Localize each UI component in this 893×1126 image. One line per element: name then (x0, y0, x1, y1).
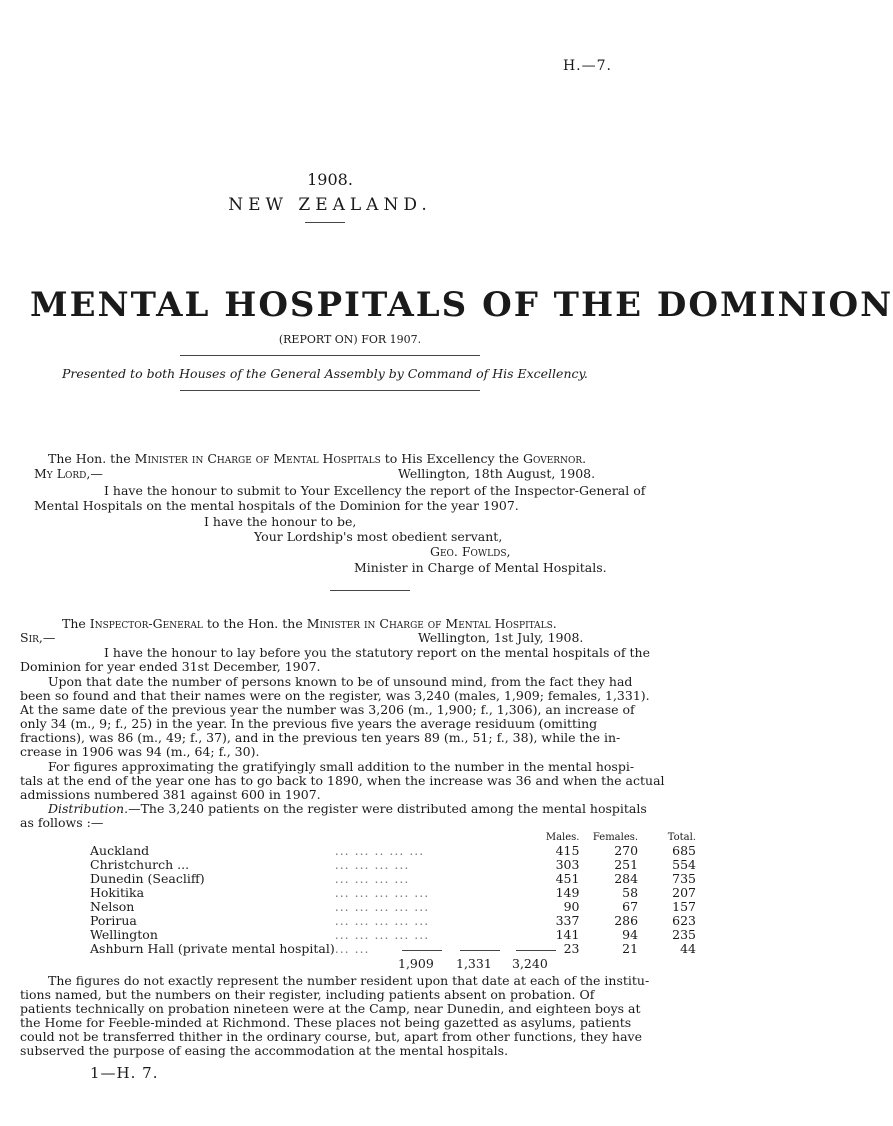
table-row: Wellington ... ... ... ... ... 141 94 235 (90, 927, 696, 942)
total-females: 1,331 (456, 956, 492, 971)
paragraph-line: been so found and that their names were on the register, was 3,240 (males, 1,909; females, 1,331). (20, 688, 650, 703)
total-rule (516, 950, 556, 951)
letter1-heading: The Hon. the Minister in Charge of Mental Hospitals to His Excellency the Governor. (48, 451, 587, 466)
letter1-signer-title: Minister in Charge of Mental Hospitals. (354, 560, 607, 575)
document-year: 1908. (307, 170, 353, 189)
table-row: Nelson ... ... ... ... ... 90 67 157 (90, 899, 696, 914)
page-reference: H.—7. (562, 58, 612, 74)
page-title: MENTAL HOSPITALS OF THE DOMINION (30, 285, 893, 325)
paragraph-line: For figures approximating the gratifyingly small addition to the number in the mental hospi- (48, 759, 635, 774)
paragraph-line: tals at the end of the year one has to go back to 1890, when the increase was 36 and when the actual (20, 773, 665, 788)
paragraph-line: patients technically on probation nineteen were at the Camp, near Dunedin, and eighteen boys at (20, 1001, 641, 1016)
paragraph-line: The figures do not exactly represent the number resident upon that date at each of the institu- (48, 973, 650, 988)
letter1-salutation: My Lord,— (34, 466, 103, 481)
paragraph-line: I have the honour to lay before you the statutory report on the mental hospitals of the (104, 645, 650, 660)
distribution-table (90, 830, 700, 956)
signature-reference: 1—H. 7. (90, 1064, 159, 1082)
letter1-signer: Geo. Fowlds, (430, 544, 511, 559)
table-row: Dunedin (Seacliff) ... ... ... ... 451 284 735 (90, 871, 696, 886)
divider (305, 222, 345, 223)
table-row: Ashburn Hall (private mental hospital) ... ... 23 21 44 (90, 941, 696, 956)
paragraph-line: Distribution.—The 3,240 patients on the register were distributed among the mental hospitals (48, 801, 647, 816)
table-row: Christchurch ... ... ... ... ... 303 251 554 (90, 857, 696, 872)
column-header: Total. (667, 831, 696, 843)
letter1-body-line: I have the honour to submit to Your Excellency the report of the Inspector-General of (104, 483, 646, 498)
divider (180, 355, 480, 356)
paragraph-line: Dominion for year ended 31st December, 1907. (20, 659, 321, 674)
paragraph-line: only 34 (m., 9; f., 25) in the year. In the previous five years the average residuum (omitting (20, 716, 598, 731)
page-subtitle: (REPORT ON) FOR 1907. (278, 333, 422, 346)
letter1-closing: I have the honour to be, (204, 514, 357, 529)
column-header: Females. (592, 831, 639, 843)
paragraph-line: could not be transferred thither in the ordinary course, but, apart from other functions, they have (20, 1029, 642, 1044)
letter2-place-date: Wellington, 1st July, 1908. (418, 630, 584, 645)
presentation-note: Presented to both Houses of the General Assembly by Command of His Excellency. (62, 366, 588, 381)
table-row: Auckland ... ... .. ... ... 415 270 685 (90, 843, 696, 858)
country-heading: NEW ZEALAND. (228, 195, 432, 215)
total-males: 1,909 (398, 956, 434, 971)
paragraph-line: At the same date of the previous year the number was 3,206 (m., 1,900; f., 1,306), an increase of (20, 702, 635, 717)
letter1-closing: Your Lordship's most obedient servant, (254, 529, 503, 544)
total-rule (402, 950, 442, 951)
column-header: Males. (545, 831, 580, 843)
paragraph-line: tions named, but the numbers on their register, including patients absent on probation. Of (20, 987, 595, 1002)
table-header-row (90, 830, 700, 844)
letter2-salutation: Sir,— (20, 630, 56, 645)
divider (180, 390, 480, 391)
paragraph-line: admissions numbered 381 against 600 in 1907. (20, 787, 321, 802)
letter1-body-line: Mental Hospitals on the mental hospitals of the Dominion for the year 1907. (34, 498, 519, 513)
total-rule (460, 950, 500, 951)
total-all: 3,240 (512, 956, 548, 971)
paragraph-line: Upon that date the number of persons known to be of unsound mind, from the fact they had (48, 674, 633, 689)
paragraph-line: crease in 1906 was 94 (m., 64; f., 30). (20, 744, 260, 759)
paragraph-line: fractions), was 86 (m., 49; f., 37), and in the previous ten years 89 (m., 51; f., 38), while the in- (20, 730, 621, 745)
letter2-heading: The Inspector-General to the Hon. the Minister in Charge of Mental Hospitals. (62, 616, 557, 631)
paragraph-line: as follows :— (20, 815, 104, 830)
paragraph-line: the Home for Feeble-minded at Richmond. These places not being gazetted as asylums, patients (20, 1015, 632, 1030)
divider (330, 590, 410, 591)
paragraph-line: subserved the purpose of easing the accommodation at the mental hospitals. (20, 1043, 509, 1058)
table-row: Porirua ... ... ... ... ... 337 286 623 (90, 913, 696, 928)
table-row: Hokitika ... ... ... ... ... 149 58 207 (90, 885, 696, 900)
letter1-place-date: Wellington, 18th August, 1908. (398, 466, 596, 481)
